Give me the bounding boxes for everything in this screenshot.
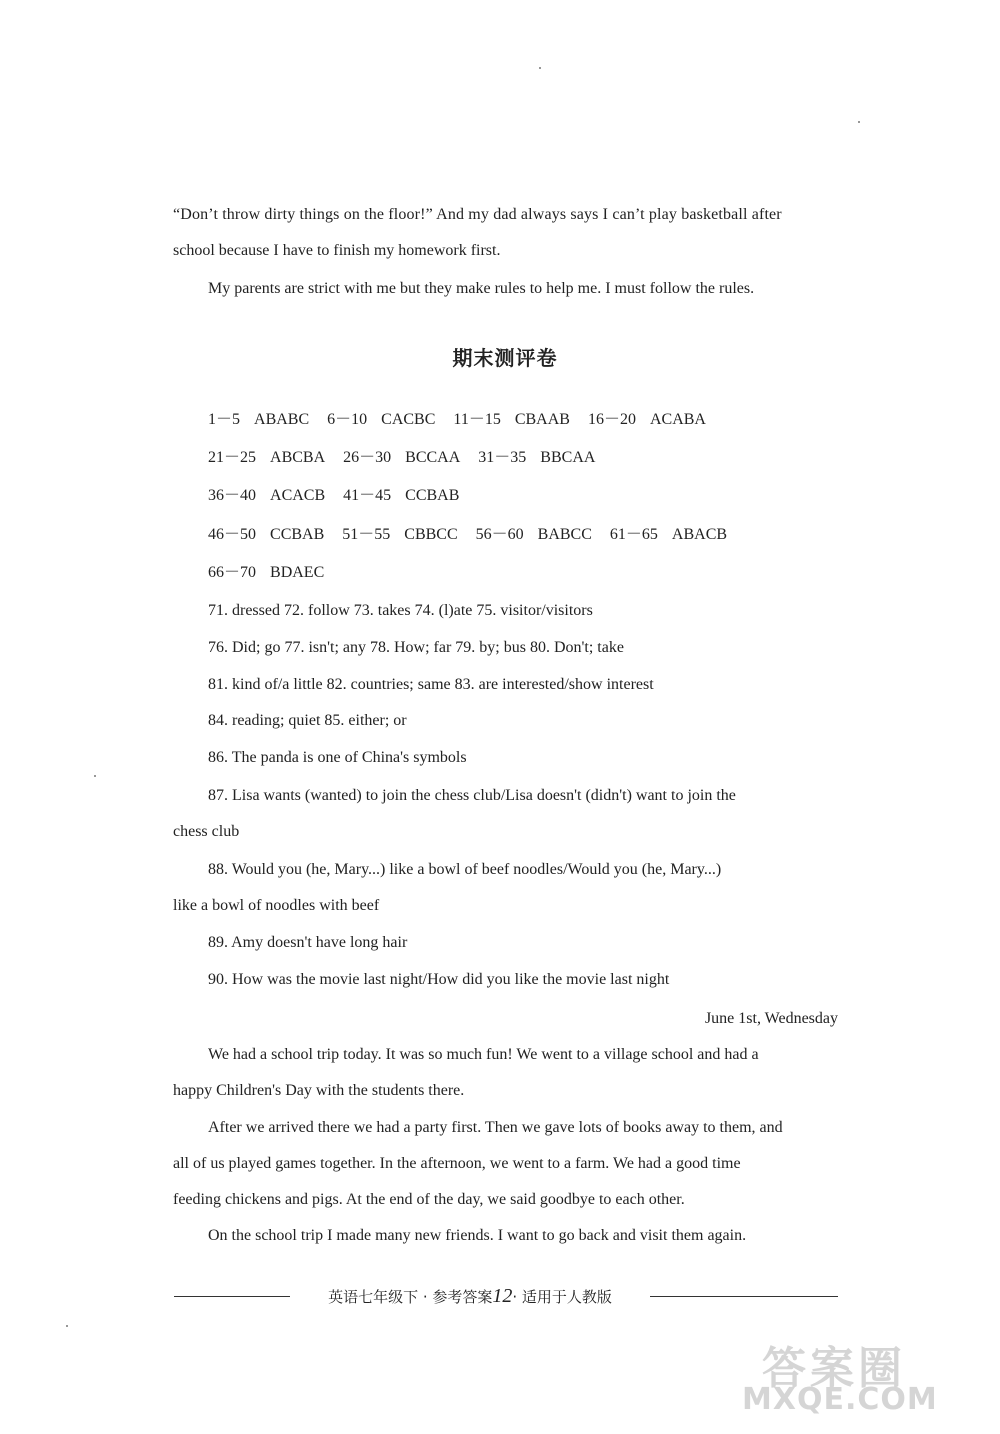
choice-answer: ACACB [270, 487, 326, 504]
answer-line-81-83: 81. kind of/a little 82. countries; same 83. are interested/show interest [208, 676, 654, 693]
choice-row [208, 563, 342, 583]
choice-range: 21－25 [208, 449, 257, 466]
choice-group [588, 410, 706, 430]
choice-group [453, 410, 570, 430]
choice-row [208, 525, 745, 545]
essay-line-4: all of us played games together. In the afternoon, we went to a farm. We had a good time [173, 1155, 741, 1172]
intro-line-2: school because I have to finish my homework first. [173, 242, 501, 259]
choice-group [342, 525, 457, 545]
choice-answer: CBAAB [514, 411, 570, 428]
choice-range: 31－35 [478, 449, 527, 466]
choice-group [327, 410, 435, 430]
essay-line-3: After we arrived there we had a party first. Then we gave lots of books away to them, and [208, 1119, 783, 1136]
essay-line-5: feeding chickens and pigs. At the end of the day, we said goodbye to each other. [173, 1191, 685, 1208]
watermark-logo [732, 1332, 992, 1422]
choice-group [208, 486, 325, 506]
footer-rule-left [174, 1296, 290, 1297]
scan-speck [539, 67, 541, 69]
essay-line-6: On the school trip I made many new friends. I want to go back and visit them again. [208, 1227, 747, 1244]
choice-range: 56－60 [475, 526, 524, 543]
scan-speck [94, 775, 96, 777]
choice-range: 26－30 [343, 449, 392, 466]
choice-group [343, 448, 460, 468]
choice-answer: CCBAB [270, 526, 325, 543]
choice-group [208, 563, 324, 583]
choice-answer: BCCAA [405, 449, 461, 466]
scan-speck [858, 121, 860, 123]
watermark-text-top: 答案圈 [762, 1343, 906, 1394]
choice-row [208, 486, 477, 506]
choice-row [208, 410, 724, 430]
answer-line-84-85: 84. reading; quiet 85. either; or [208, 712, 407, 729]
answer-line-71-75: 71. dressed 72. follow 73. takes 74. (l)ate 75. visitor/visitors [208, 602, 593, 619]
essay-line-2: happy Children's Day with the students there. [173, 1082, 465, 1099]
choice-group [343, 486, 459, 506]
footer-rule-right [650, 1296, 838, 1297]
answer-line-86: 86. The panda is one of China's symbols [208, 749, 467, 766]
answer-line-88a: 88. Would you (he, Mary...) like a bowl of beef noodles/Would you (he, Mary...) [208, 861, 722, 878]
choice-answer: ABABC [254, 411, 310, 428]
choice-group [208, 410, 309, 430]
choice-answer: ABACB [671, 526, 728, 543]
choice-answer: BDAEC [270, 564, 325, 581]
choice-group [208, 525, 324, 545]
answer-line-89: 89. Amy doesn't have long hair [208, 934, 408, 951]
choice-range: 6－10 [327, 411, 368, 428]
answer-line-87b: chess club [173, 823, 240, 840]
choice-range: 41－45 [343, 487, 392, 504]
choice-group [478, 448, 595, 468]
page-number: 12 [492, 1285, 513, 1307]
choice-answer: BABCC [537, 526, 592, 543]
footer-edition: · 适用于人教版 [512, 1288, 612, 1306]
choice-answer: ACABA [649, 411, 706, 428]
choice-range: 11－15 [453, 411, 501, 428]
choice-range: 61－65 [609, 526, 658, 543]
choice-range: 51－55 [342, 526, 391, 543]
essay-date: June 1st, Wednesday [704, 1010, 838, 1027]
choice-row [208, 448, 613, 468]
choice-answer: CACBC [381, 411, 436, 428]
choice-group [208, 448, 325, 468]
choice-range: 1－5 [208, 411, 241, 428]
choice-range: 66－70 [208, 564, 257, 581]
answer-line-90: 90. How was the movie last night/How did you like the movie last night [208, 971, 670, 988]
choice-group [610, 525, 727, 545]
choice-answer: BBCAA [540, 449, 596, 466]
answer-line-88b: like a bowl of noodles with beef [173, 897, 380, 914]
choice-group [476, 525, 592, 545]
scan-speck [66, 1325, 68, 1327]
watermark-text-bottom: MXQE.COM [742, 1382, 938, 1417]
choice-answer: CCBAB [405, 487, 460, 504]
section-title: 期末测评卷 [452, 346, 558, 370]
choice-answer: ABCBA [270, 449, 326, 466]
choice-range: 36－40 [208, 487, 257, 504]
footer-title: 英语七年级下 · 参考答案 [328, 1288, 493, 1306]
page-footer [300, 1285, 640, 1308]
answer-line-87a: 87. Lisa wants (wanted) to join the chess club/Lisa doesn't (didn't) want to join the [208, 787, 736, 804]
choice-range: 46－50 [208, 526, 257, 543]
essay-line-1: We had a school trip today. It was so much fun! We went to a village school and had a [208, 1046, 759, 1063]
choice-range: 16－20 [587, 411, 636, 428]
answer-line-76-80: 76. Did; go 77. isn't; any 78. How; far 79. by; bus 80. Don't; take [208, 639, 624, 656]
intro-line-3: My parents are strict with me but they make rules to help me. I must follow the rules. [208, 280, 755, 297]
intro-line-1: “Don’t throw dirty things on the floor!” And my dad always says I can’t play basketball after [173, 206, 782, 223]
choice-answer: CBBCC [404, 526, 458, 543]
